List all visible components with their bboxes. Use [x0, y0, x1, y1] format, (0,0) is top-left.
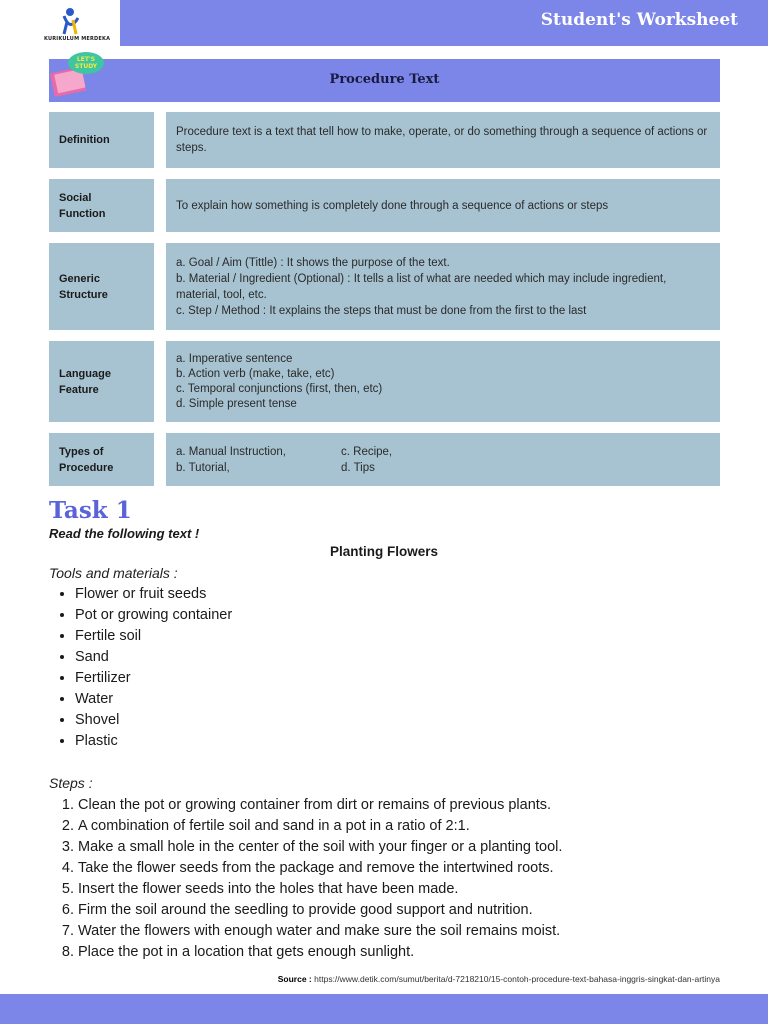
type-tips: d. Tips	[341, 461, 375, 474]
book-icon	[47, 48, 109, 100]
social-function-label	[49, 179, 154, 232]
types-grid	[176, 444, 710, 476]
types-label	[49, 433, 154, 486]
logo-icon	[40, 6, 116, 38]
source-url: https://www.detik.com/sumut/berita/d-7218210/15-contoh-procedure-text-bahasa-inggris-singkat-dan-artinya	[314, 974, 720, 984]
logo-text: KURIKULUM MERDEKA	[44, 36, 111, 42]
list-item: • Shovel	[75, 710, 232, 731]
lets-study-badge	[47, 48, 109, 100]
feature-line-d: d. Simple present tense	[176, 397, 297, 410]
badge-line1: LET'S	[76, 56, 96, 63]
title-bar-text: Procedure Text	[329, 72, 440, 87]
task-instruction: Read the following text !	[49, 526, 200, 541]
list-item: 2. A combination of fertile soil and sand in a pot in a ratio of 2:1.	[78, 816, 562, 837]
steps-list	[49, 795, 562, 963]
definition-content	[166, 112, 720, 168]
steps-label: Steps :	[49, 775, 93, 791]
generic-structure-content	[166, 243, 720, 330]
feature-line-c: c. Temporal conjunctions (first, then, etc)	[176, 382, 383, 395]
list-item: • Water	[75, 689, 232, 710]
feature-line-b: b. Action verb (make, take, etc)	[176, 367, 335, 380]
type-manual: a. Manual Instruction,	[176, 445, 286, 458]
types-label-text: Types of Procedure	[59, 445, 114, 474]
type-tutorial: b. Tutorial,	[176, 461, 230, 474]
social-function-label-text: Social Function	[59, 191, 106, 220]
text-title: Planting Flowers	[329, 544, 438, 559]
header-band	[120, 0, 768, 46]
tools-label: Tools and materials :	[49, 565, 178, 581]
structure-line-c: c. Step / Method : It explains the steps that must be done from the first to the last	[176, 304, 587, 317]
worksheet-title: Student's Worksheet	[540, 10, 738, 30]
source-label: Source :	[277, 974, 312, 984]
list-item: • Plastic	[75, 731, 232, 752]
list-item: • Pot or growing container	[75, 605, 232, 626]
task-title: Task 1	[49, 497, 132, 524]
social-function-text: To explain how something is completely done through a sequence of actions or steps	[176, 199, 609, 212]
structure-line-a: a. Goal / Aim (Tittle) : It shows the purpose of the text.	[176, 256, 450, 269]
title-bar	[49, 59, 720, 102]
list-item: 1. Clean the pot or growing container from dirt or remains of previous plants.	[78, 795, 562, 816]
generic-structure-label	[49, 243, 154, 330]
list-item: 4. Take the flower seeds from the package and remove the intertwined roots.	[78, 858, 562, 879]
structure-line-b: b. Material / Ingredient (Optional) : It tells a list of what are needed which may include ingredient, material, tool, etc.	[176, 272, 667, 301]
language-feature-label	[49, 341, 154, 422]
definition-label: Definition	[49, 112, 154, 168]
types-content	[166, 433, 720, 486]
generic-structure-label-text: Generic Structure	[59, 272, 108, 301]
list-item: 8. Place the pot in a location that gets enough sunlight.	[78, 942, 562, 963]
language-feature-content	[166, 341, 720, 422]
feature-line-a: a. Imperative sentence	[176, 352, 293, 365]
list-item: • Sand	[75, 647, 232, 668]
language-feature-label-text: Language Feature	[59, 367, 111, 396]
list-item: • Flower or fruit seeds	[75, 584, 232, 605]
type-recipe: c. Recipe,	[341, 445, 393, 458]
list-item: 7. Water the flowers with enough water and make sure the soil remains moist.	[78, 921, 562, 942]
source-citation	[278, 974, 720, 984]
list-item: • Fertilizer	[75, 668, 232, 689]
definition-text: Procedure text is a text that tell how to make, operate, or do something through a sequence of actions or steps.	[176, 126, 708, 154]
list-item: 3. Make a small hole in the center of the soil with your finger or a planting tool.	[78, 837, 562, 858]
footer-band	[0, 994, 768, 1024]
social-function-content	[166, 179, 720, 232]
badge-line2: STUDY	[74, 63, 98, 70]
list-item: 6. Firm the soil around the seedling to provide good support and nutrition.	[78, 900, 562, 921]
list-item: • Fertile soil	[75, 626, 232, 647]
list-item: 5. Insert the flower seeds into the holes that have been made.	[78, 879, 562, 900]
tools-list	[49, 584, 232, 752]
